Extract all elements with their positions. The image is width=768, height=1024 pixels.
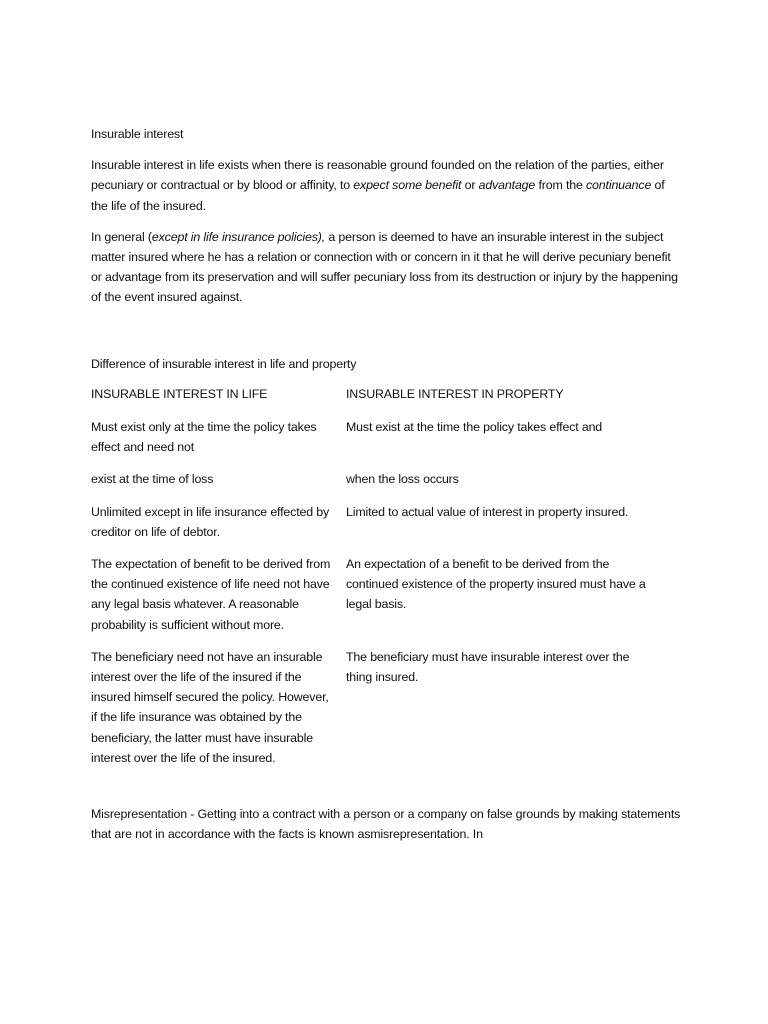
text-run: - Getting into a contract with a person or a company on false grounds by making statements that are not in accordance with the facts is known asmisrepresentation. In (91, 807, 681, 842)
table-cell-life: exist at the time of loss (91, 472, 214, 487)
text-run: a person is deemed to have an insurable interest in the subject matter insured where he has a relation or connection with or concern in it that he will derive pecuniary benefit or advantage from its preservation and will suffer pecuniary loss from its destruction or injury by the happening of the event insured against. (91, 229, 678, 305)
table-cell-property: The beneficiary must have insurable interest over the thing insured. (346, 649, 630, 685)
italic-run: advantage (478, 178, 536, 193)
italic-run: expect some benefit (353, 178, 462, 193)
table-cell-property: Must exist at the time the policy takes effect and (346, 420, 603, 435)
table-header-property: INSURABLE INTEREST IN PROPERTY (346, 386, 564, 401)
paragraph-insurable-interest-life (91, 155, 681, 216)
table-cell-life: Must exist only at the time the policy takes effect and need not (91, 420, 317, 455)
table-cell-life: Unlimited except in life insurance effected by creditor on life of debtor. (91, 504, 330, 539)
document-content (91, 124, 681, 844)
italic-run: continuance (586, 178, 652, 193)
paragraph-misrepresentation (91, 804, 681, 844)
italic-run: except in life insurance policies), (151, 229, 326, 244)
spacer (91, 780, 681, 804)
text-run: or (461, 178, 479, 193)
comparison-table (91, 384, 681, 780)
table-header-life: INSURABLE INTEREST IN LIFE (91, 386, 268, 401)
text-run: Insurable interest in life exists when there is reasonable ground founded on the relation of the parties, either pecuniary or contractual or by blood or affinity, to (91, 158, 664, 193)
table-cell-life: The beneficiary need not have an insurable interest over the life of the insured if the insured himself secured the policy. However, if the life insurance was obtained by the beneficiary, the latter must have insurable interest over the life of the insured. (91, 649, 329, 765)
table-cell-property: Limited to actual value of interest in property insured. (346, 504, 629, 519)
text-run: In general ( (91, 229, 152, 244)
paragraph-general-insurable-interest (91, 227, 681, 308)
term-misrepresentation: Misrepresentation (91, 807, 187, 822)
table-cell-property: An expectation of a benefit to be derived from the continued existence of the property insured must have a legal basis. (346, 557, 646, 612)
text-run: of the life of the insured. (91, 178, 665, 213)
text-run: from the (535, 178, 587, 193)
table-cell-property: when the loss occurs (346, 472, 459, 487)
section-heading-insurable-interest: Insurable interest (91, 127, 184, 141)
table-cell-life: The expectation of benefit to be derived from the continued existence of life need not have any legal basis whatever. A reasonable probability is sufficient without more. (91, 557, 331, 632)
section-heading-difference: Difference of insurable interest in life and property (91, 356, 357, 371)
